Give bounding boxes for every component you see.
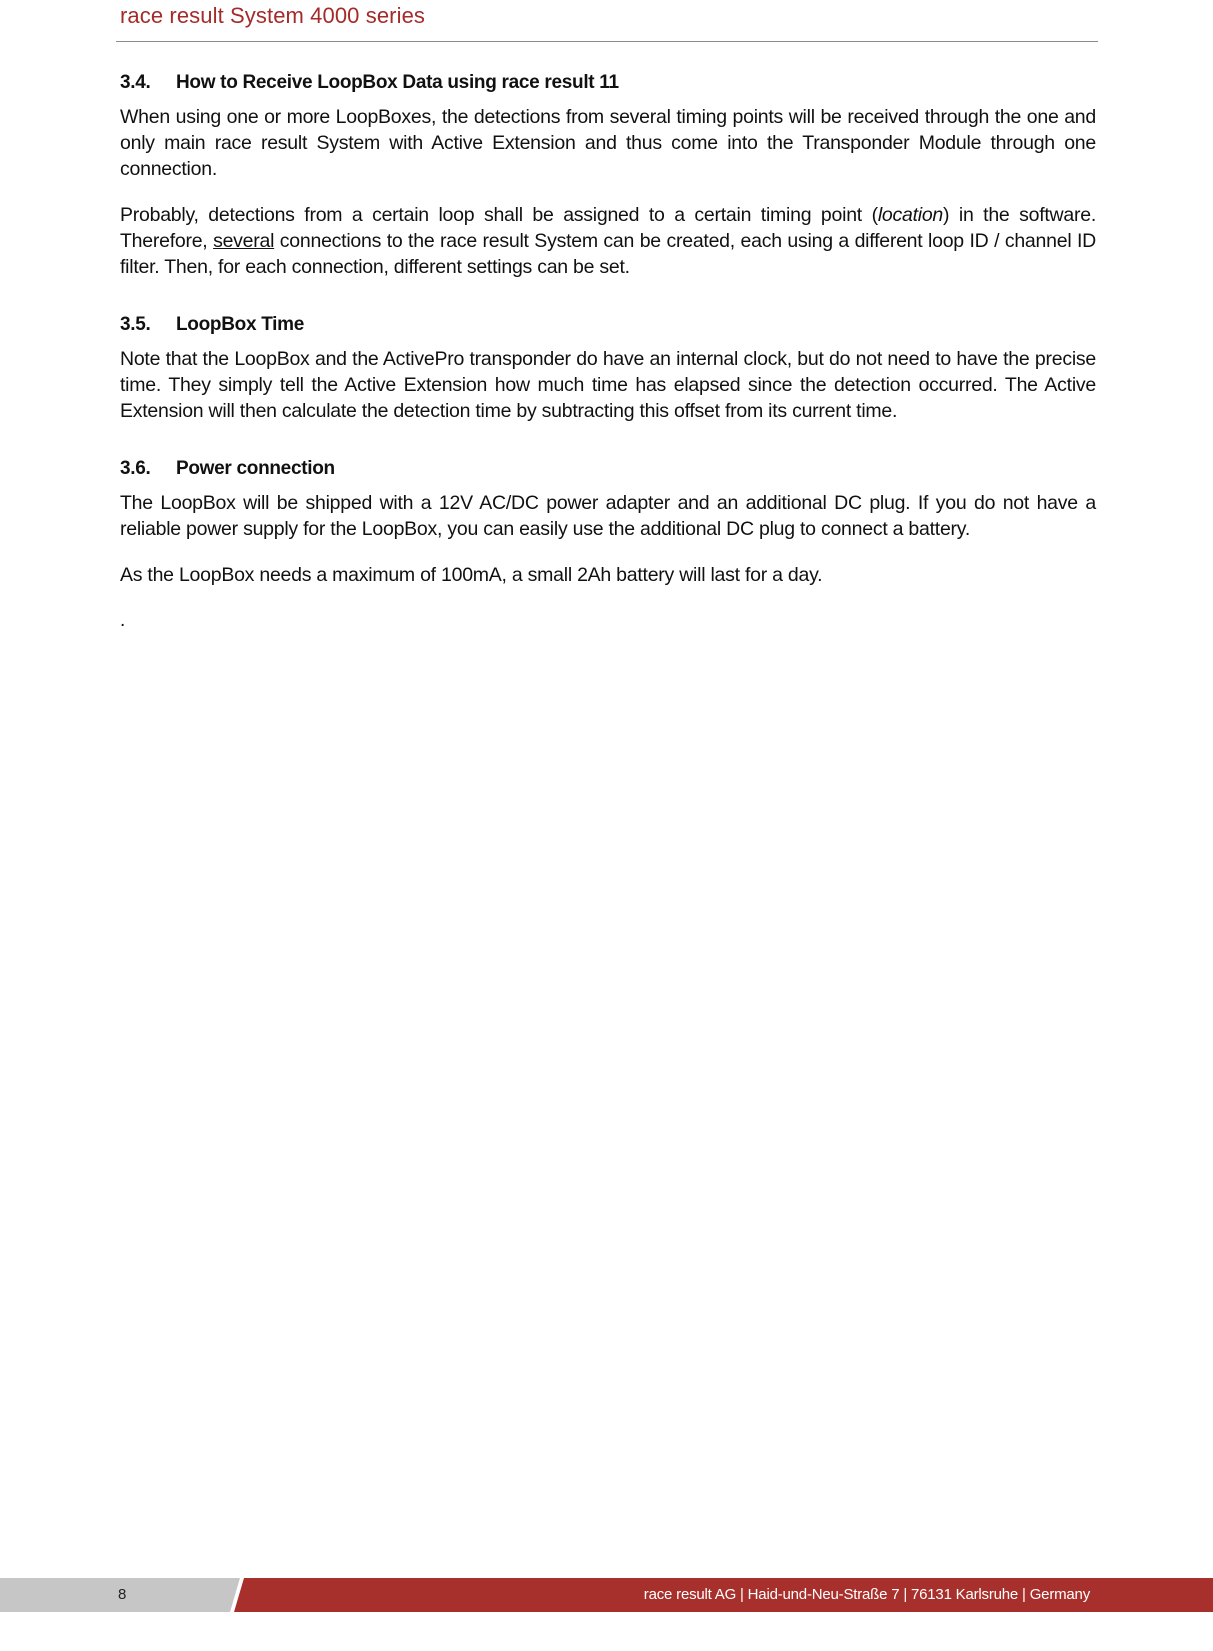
section-heading	[120, 456, 1096, 482]
footer-company-address: race result AG | Haid-und-Neu-Straße 7 | 76131 Karlsruhe | Germany	[643, 1586, 1090, 1603]
text-run: Probably, detections from a certain loop shall be assigned to a certain timing point (	[120, 204, 878, 226]
section-number: 3.4.	[120, 72, 151, 93]
section-number: 3.6.	[120, 458, 151, 479]
section-heading	[120, 312, 1096, 338]
page-footer	[0, 1578, 1213, 1612]
page-number: 8	[118, 1586, 127, 1603]
paragraph	[120, 202, 1096, 280]
section-title: How to Receive LoopBox Data using race result 11	[176, 72, 619, 93]
text-run: ) in the software. Therefore,	[120, 204, 1096, 252]
section-heading	[120, 70, 1096, 96]
section-number: 3.5.	[120, 314, 151, 335]
paragraph: When using one or more LoopBoxes, the detections from several timing points will be received through the one and only main race result System with Active Extension and thus come into the Transponder Module through one connection.	[120, 106, 1096, 180]
section-title: LoopBox Time	[176, 314, 304, 335]
running-header: race result System 4000 series	[120, 3, 426, 28]
section-3-5	[120, 312, 1096, 424]
section-3-6	[120, 456, 1096, 634]
underlined-term: several	[213, 230, 275, 252]
paragraph: Note that the LoopBox and the ActivePro transponder do have an internal clock, but do not need to have the precise time. They simply tell the Active Extension how much time has elapsed since the detection occurred. The Active Extension will then calculate the detection time by subtracting this offset from its current time.	[120, 348, 1096, 422]
paragraph: As the LoopBox needs a maximum of 100mA, a small 2Ah battery will last for a day.	[120, 564, 823, 586]
trailing-period: .	[120, 610, 126, 631]
section-title: Power connection	[176, 458, 335, 479]
header-divider	[116, 41, 1098, 42]
italic-term: location	[877, 204, 944, 226]
section-3-4	[120, 70, 1096, 280]
paragraph: The LoopBox will be shipped with a 12V AC/DC power adapter and an additional DC plug. If you do not have a reliable power supply for the LoopBox, you can easily use the additional DC plug to connect a battery.	[120, 492, 1096, 540]
document-body	[120, 64, 1096, 634]
text-run: connections to the race result System can be created, each using a different loop ID / channel ID filter. Then, for each connection, different settings can be set.	[120, 230, 1096, 278]
